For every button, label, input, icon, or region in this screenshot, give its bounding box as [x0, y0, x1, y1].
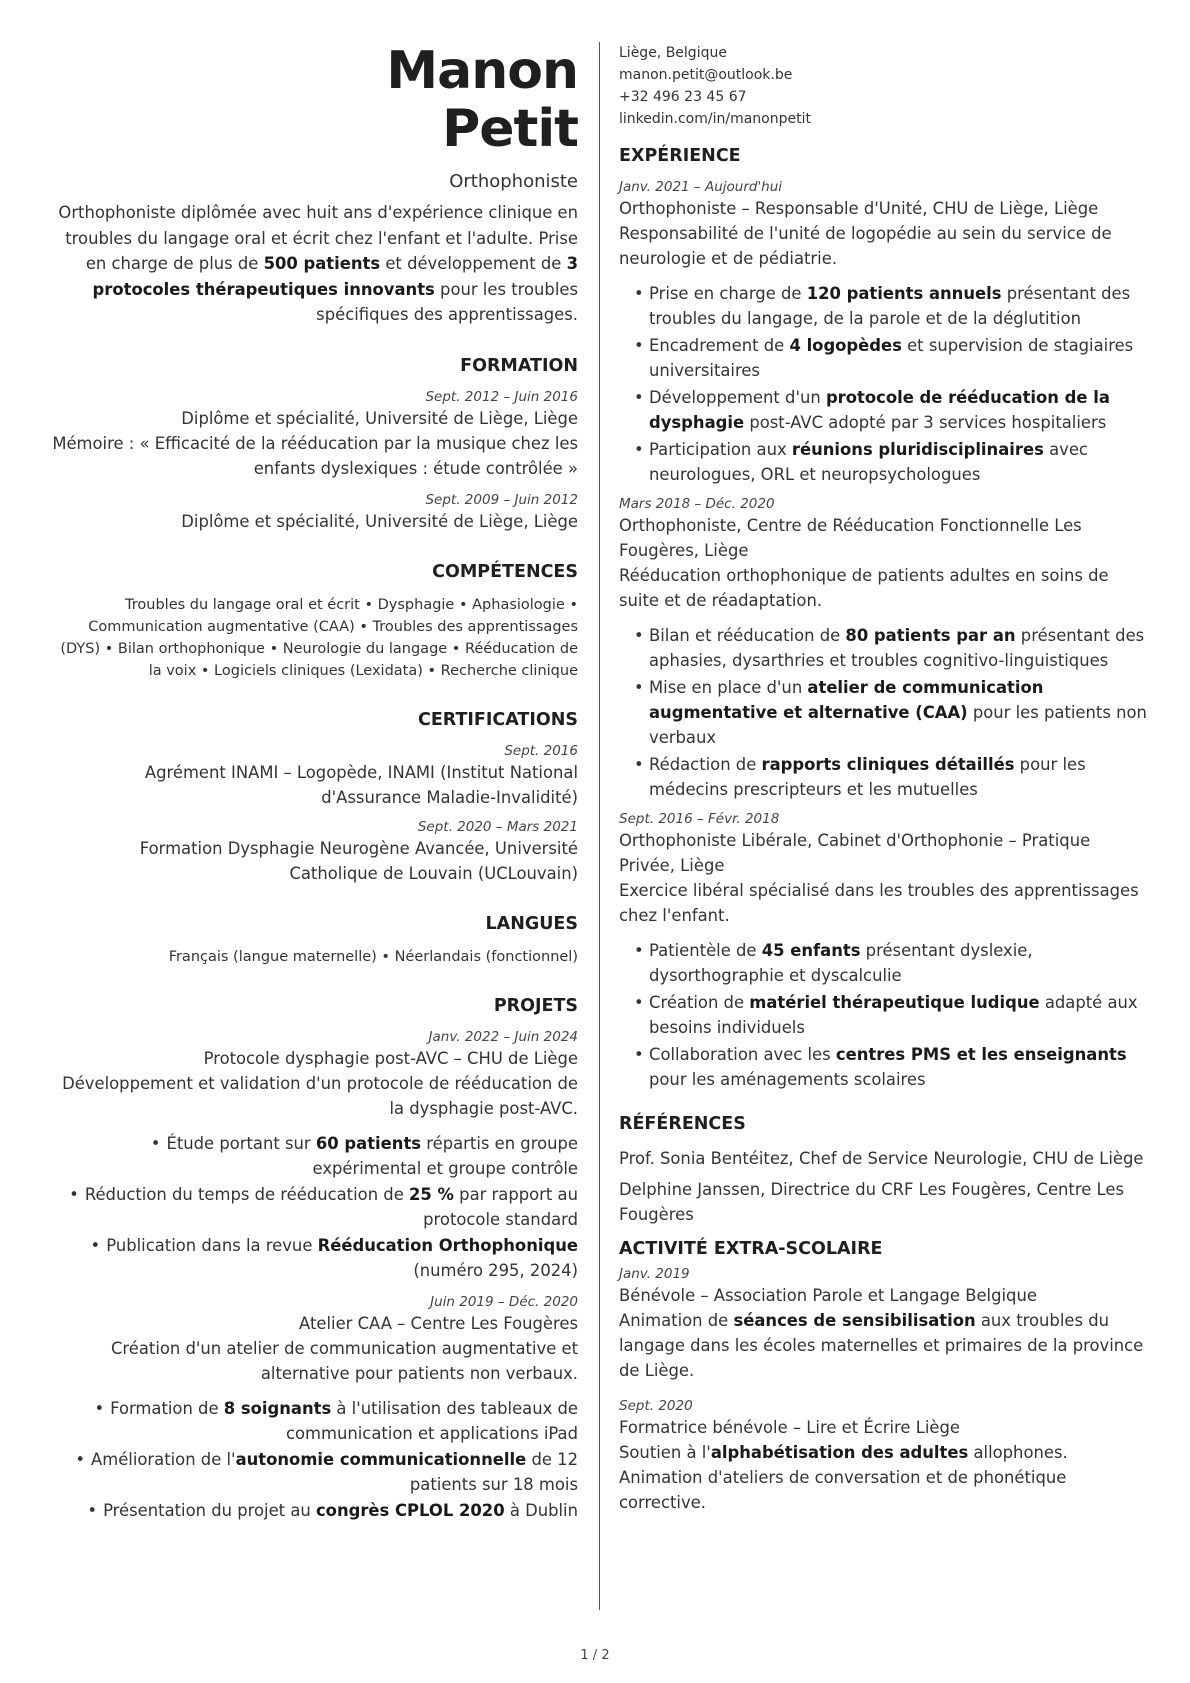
project-item — [50, 1293, 578, 1523]
activity-description: Animation de séances de sensibilisation aux troubles du langage dans les écoles maternelles et primaires de la province de Liège. — [619, 1311, 1144, 1380]
activity-item — [619, 1397, 1149, 1515]
first-name: Manon — [386, 41, 578, 101]
formation-item — [50, 388, 578, 481]
project-name: Protocole dysphagie post-AVC – CHU de Liège — [203, 1048, 578, 1068]
certification-date: Sept. 2020 – Mars 2021 — [417, 818, 578, 835]
experience-description: Exercice libéral spécialisé dans les troubles des apprentissages chez l'enfant. — [619, 881, 1139, 925]
list-item: • Prise en charge de 120 patients annuels présentant des troubles du langage, de la parole et de la déglutition — [634, 284, 1131, 328]
experience-role: Orthophoniste Libérale, Cabinet d'Orthophonie – Pratique Privée, Liège — [619, 831, 1091, 875]
contact-linkedin[interactable]: linkedin.com/in/manonpetit — [619, 111, 811, 127]
list-item: • Bilan et rééducation de 80 patients par an présentant des aphasies, dysarthries et troubles cognitivo-linguistiques — [634, 626, 1145, 670]
project-date: Janv. 2022 – Juin 2024 — [428, 1028, 578, 1045]
experience-bullets — [634, 281, 1149, 487]
list-item: • Encadrement de 4 logopèdes et supervision de stagiaires universitaires — [634, 336, 1134, 380]
contact-phone: +32 496 23 45 67 — [619, 89, 747, 105]
contact-email[interactable]: manon.petit@outlook.be — [619, 67, 793, 83]
certification-item — [50, 818, 578, 886]
activity-role: Formatrice bénévole – Lire et Écrire Liège — [619, 1418, 960, 1437]
project-description: Création d'un atelier de communication augmentative et alternative pour patients non verbaux. — [110, 1338, 578, 1383]
experience-role: Orthophoniste, Centre de Rééducation Fonctionnelle Les Fougères, Liège — [619, 516, 1082, 560]
section-title-projets: PROJETS — [493, 995, 578, 1016]
formation-degree: Diplôme et spécialité, Université de Liège, Liège — [181, 408, 578, 428]
reference-item: Prof. Sonia Bentéitez, Chef de Service Neurologie, CHU de Liège — [619, 1149, 1144, 1168]
job-title: Orthophoniste — [449, 171, 578, 192]
reference-item: Delphine Janssen, Directrice du CRF Les Fougères, Centre Les Fougères — [619, 1180, 1125, 1224]
experience-date: Sept. 2016 – Févr. 2018 — [619, 811, 780, 827]
profile-summary: Orthophoniste diplômée avec huit ans d'expérience clinique en troubles du langage oral et écrit chez l'enfant et l'adulte. Prise en charge de plus de 500 patients et développement de 3 protocoles thérapeutiques innovants pour les troubles spécifiques des apprentissages. — [58, 203, 578, 324]
project-bullets — [50, 1131, 578, 1283]
section-title-formation: FORMATION — [460, 355, 578, 376]
column-divider — [599, 42, 600, 1610]
list-item: • Réduction du temps de rééducation de 25 % par rapport au protocole standard — [69, 1184, 578, 1229]
list-item: • Création de matériel thérapeutique ludique adapté aux besoins individuels — [634, 993, 1138, 1037]
section-title-competences: COMPÉTENCES — [432, 561, 578, 582]
formation-date: Sept. 2012 – Juin 2016 — [425, 388, 578, 405]
project-bullets — [50, 1396, 578, 1523]
activity-description: Soutien à l'alphabétisation des adultes allophones. Animation d'ateliers de conversation et de phonétique corrective. — [619, 1443, 1068, 1512]
last-name: Petit — [442, 99, 578, 159]
list-item: • Présentation du projet au congrès CPLOL 2020 à Dublin — [87, 1500, 578, 1520]
certification-text: Agrément INAMI – Logopède, INAMI (Institut National d'Assurance Maladie-Invalidité) — [144, 762, 578, 807]
section-title-langues: LANGUES — [485, 913, 578, 934]
experience-bullets — [634, 938, 1149, 1092]
list-item: • Développement d'un protocole de rééducation de la dysphagie post-AVC adopté par 3 services hospitaliers — [634, 388, 1110, 432]
section-title-references: RÉFÉRENCES — [619, 1114, 746, 1134]
experience-description: Responsabilité de l'unité de logopédie au sein du service de neurologie et de pédiatrie. — [619, 224, 1112, 268]
activity-role: Bénévole – Association Parole et Langage Belgique — [619, 1286, 1037, 1305]
activity-date: Janv. 2019 — [619, 1266, 690, 1282]
certification-item — [50, 742, 578, 810]
list-item: • Mise en place d'un atelier de communication augmentative et alternative (CAA) pour les patients non verbaux — [634, 678, 1147, 747]
certification-text: Formation Dysphagie Neurogène Avancée, Université Catholique de Louvain (UCLouvain) — [139, 838, 578, 883]
list-item: • Patientèle de 45 enfants présentant dyslexie, dysorthographie et dyscalculie — [634, 941, 1033, 985]
formation-date: Sept. 2009 – Juin 2012 — [425, 491, 578, 508]
project-name: Atelier CAA – Centre Les Fougères — [299, 1313, 578, 1333]
experience-role: Orthophoniste – Responsable d'Unité, CHU de Liège, Liège — [619, 199, 1099, 218]
list-item: • Amélioration de l'autonomie communicationnelle de 12 patients sur 18 mois — [75, 1449, 578, 1494]
list-item: • Collaboration avec les centres PMS et les enseignants pour les aménagements scolaires — [634, 1045, 1127, 1089]
project-date: Juin 2019 – Déc. 2020 — [430, 1293, 578, 1310]
contact-location: Liège, Belgique — [619, 45, 727, 61]
activity-item — [619, 1265, 1149, 1383]
list-item: • Rédaction de rapports cliniques détaillés pour les médecins prescripteurs et les mutuelles — [634, 755, 1086, 799]
experience-item — [619, 495, 1149, 802]
experience-date: Mars 2018 – Déc. 2020 — [619, 496, 775, 512]
left-column — [50, 42, 578, 1524]
list-item: • Étude portant sur 60 patients répartis en groupe expérimental et groupe contrôle — [150, 1133, 578, 1178]
list-item: • Publication dans la revue Rééducation Orthophonique (numéro 295, 2024) — [90, 1235, 578, 1280]
section-title-activite: ACTIVITÉ EXTRA-SCOLAIRE — [619, 1239, 883, 1259]
section-title-experience: EXPÉRIENCE — [619, 146, 741, 166]
activity-date: Sept. 2020 — [619, 1398, 693, 1414]
project-item — [50, 1028, 578, 1283]
certification-date: Sept. 2016 — [504, 742, 578, 759]
project-description: Développement et validation d'un protocole de rééducation de la dysphagie post-AVC. — [62, 1073, 578, 1118]
list-item: • Formation de 8 soignants à l'utilisation des tableaux de communication et applications iPad — [94, 1398, 578, 1443]
skills-list: Troubles du langage oral et écrit • Dysphagie • Aphasiologie • Communication augmentative (CAA) • Troubles des apprentissages (DYS) • Bilan orthophonique • Neurologie du langage • Rééducation de la voix • Logiciels cliniques (Lexidata) • Recherche clinique — [60, 596, 578, 679]
experience-item — [619, 178, 1149, 487]
right-column — [619, 42, 1149, 1515]
experience-description: Rééducation orthophonique de patients adultes en soins de suite et de réadaptation. — [619, 566, 1109, 610]
formation-thesis: Mémoire : « Efficacité de la rééducation par la musique chez les enfants dyslexiques : étude contrôlée » — [52, 433, 578, 478]
section-title-certifications: CERTIFICATIONS — [417, 709, 578, 730]
experience-bullets — [634, 623, 1149, 802]
languages-list: Français (langue maternelle) • Néerlandais (fonctionnel) — [168, 948, 578, 965]
list-item: • Participation aux réunions pluridisciplinaires avec neurologues, ORL et neuropsychologues — [634, 440, 1088, 484]
page-number: 1 / 2 — [580, 1648, 610, 1663]
experience-item — [619, 810, 1149, 1092]
formation-item — [50, 491, 578, 534]
experience-date: Janv. 2021 – Aujourd'hui — [619, 179, 783, 195]
formation-degree: Diplôme et spécialité, Université de Liège, Liège — [181, 511, 578, 531]
